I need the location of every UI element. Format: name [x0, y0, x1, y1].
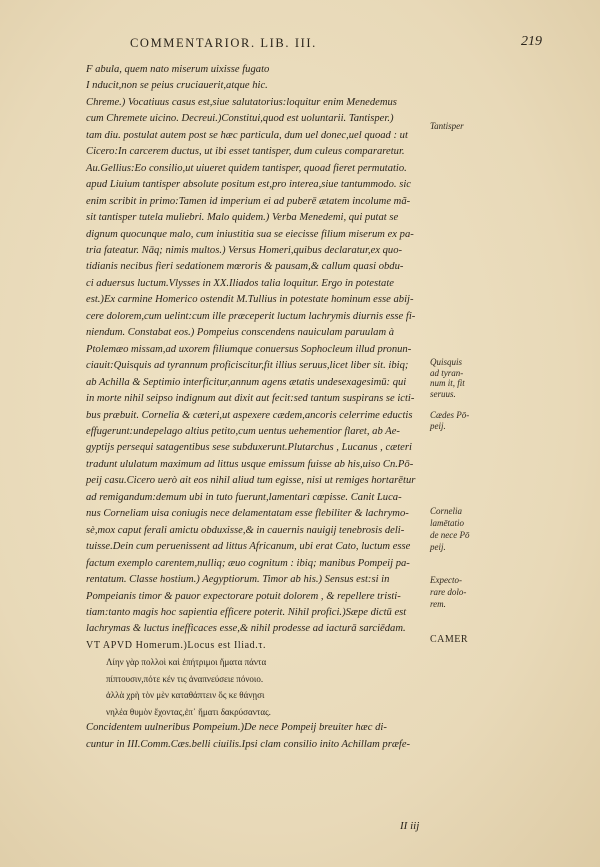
- marginal-note-expecto: Expecto- rare dolo- rem.: [430, 575, 467, 609]
- running-title: COMMENTARIOR. LIB. III.: [130, 36, 317, 50]
- signature-mark: II iij: [400, 820, 420, 832]
- text-line: tuisse.Dein cum peruenissent ad littus Africanum, ubi erat Cato, luctum esse: [86, 541, 411, 553]
- text-line: peij casu.Cicero uerò ait eos nihil aliud tum egisse, nisi ut remiges hortarētur: [86, 475, 416, 487]
- marginal-note-quisquis: Quisquis ad tyran- num it, fit seruus.: [430, 357, 465, 399]
- text-line: ciauit:Quisquis ad tyrannum proficiscitur,fit illius seruus,licet liber sit. ibiq;: [86, 360, 409, 372]
- text-line: tidianis necibus fieri sedationem mœroris & pausam,& callum quasi obdu-: [86, 261, 404, 273]
- text-line: est.)Ex carmine Homerico ostendit M.Tullius in potestate hominum esse abij-: [86, 294, 414, 306]
- text-line: tradunt ululatum maximum ad littus usque emissum fuisse ab his,uiso Cn.Pō-: [86, 458, 414, 470]
- text-line: factum exemplo carentem,nulliq; æuo cognitum : ibiq; manibus Pompeij pa-: [86, 557, 410, 569]
- text-line: cum Chremete uicino. Decreui.)Constitui,quod est uoluntarii. Tantisper.): [86, 113, 394, 125]
- text-line: F abula, quem nato miserum uixisse fugato: [86, 64, 270, 75]
- running-header: [130, 36, 550, 51]
- text-line: effugerunt:undepelago altius petito,cum uentus uehementior flaret, ab Ae-: [86, 425, 400, 437]
- marginal-note-tantisper: Tantisper: [430, 121, 464, 131]
- page-number: 219: [521, 34, 542, 49]
- greek-verse: πίπτουσιν,πότε κέν τις ἀναπνεύσειε πόνοιο.: [106, 673, 264, 684]
- text-line: bus præbuit. Cornelia & cæteri,ut aspexere cædem,ancoris celerrime eductis: [86, 409, 413, 421]
- text-line: Chreme.) Vocatiuus casus est,siue salutatorius:loquitur enim Menedemus: [86, 96, 397, 108]
- text-line: Concidentem uulneribus Pompeium.)De nece Pompeij breuiter hæc di-: [86, 722, 387, 734]
- text-line: ad remigandum:demum ubi in tuto fuerunt,lamentari cœpisse. Canit Luca-: [86, 491, 402, 503]
- text-line: in morte nihil seipso indignum aut dixit aut fecit:sed tantum suspirans se icti-: [86, 393, 415, 405]
- text-line: apud Liuium tantisper absolute positum est,pro interea,siue tantummodo. sic: [86, 179, 411, 191]
- greek-verse: Λίην γὰρ πολλοὶ καὶ ἐπήτριμοι ἤματα πάντα: [106, 657, 267, 668]
- text-line: dignum quocunque malo, cum iniustitia sua se eiecisse filium miserum ex pa-: [86, 228, 414, 240]
- text-line: ab Achilla & Septimio interficitur,annum agens ætatis undesexagesimū: qui: [86, 376, 407, 388]
- text-line: sè,mox caput ferali amictu obduxisse,& in cauernis nauigij tenebrosis deli-: [86, 524, 405, 536]
- catchword: CAMER: [430, 634, 469, 645]
- text-line: enim scribit in primo:Tamen id imperium ei ad puberē ætatem incolume mã-: [86, 195, 411, 207]
- text-line: Cicero:In carcerem ductus, ut ibi esset tantisper, dum culeus compararetur.: [86, 146, 405, 158]
- marginal-note-caedes: Cædes Pō- peij.: [430, 410, 470, 431]
- text-line: nus Corneliam uisa coniugis nece delamentatam esse flebiliter & lachrymo-: [86, 508, 409, 520]
- text-line: rentatum. Classe hostium.) Aegyptiorum. Timor ab his.) Sensus est:si in: [86, 574, 390, 586]
- text-line: niendum. Constabat eos.) Pompeius conscendens nauiculam paruulam à: [86, 327, 395, 339]
- marginal-note-cornelia: Cornelia lamētatio de nece Pō peij.: [430, 506, 470, 552]
- text-line: Pompeianis timor & pauor expectorare potuit dolorem , & repellere tristi-: [86, 590, 401, 602]
- text-line: gyptijs persequi satagentibus sese subduxerunt.Plutarchus , Lucanus , cæteri: [86, 442, 412, 454]
- text-line: sit tantisper tutela muliebri. Malo quidem.) Verba Menedemi, qui putat se: [86, 212, 399, 224]
- text-line: tiam:tanto magis hoc sapientia efficere poterit. Nihil profici.)Sæpe dictū est: [86, 606, 407, 618]
- text-line: cuntur in III.Comm.Cæs.belli ciuilis.Ipsi clam consilio inito Achillam præfe-: [86, 738, 411, 750]
- text-line: lachrymas & luctus inefficaces esse,& nihil prodesse ad iacturā sarciēdam.: [86, 623, 406, 635]
- text-line: cere dolorem,cum uelint:cum ille præceperit luctum lachrymis diurnis esse fi-: [86, 310, 416, 322]
- text-line: Au.Gellius:Eo consilio,ut uiueret quidem tantisper, quoad fieret permutatio.: [86, 162, 407, 174]
- text-line: ci aduersus luctum.Vlysses in XX.Iliados talia loquitur. Ergo in potestate: [86, 277, 394, 289]
- text-line: I nducit,non se peius cruciauerit,atque hic.: [86, 80, 268, 92]
- text-line: tam diu. postulat autem post se hæc particula, dum uel donec,uel quoad : ut: [86, 129, 408, 141]
- text-line: tria fateatur. Nāq; nimis multos.) Versus Homeri,quibus declaratur,ex quo-: [86, 244, 403, 256]
- text-line: Ptolemæo missam,ad uxorem filiumque conuersus Sophocleum illud pronun-: [86, 343, 412, 355]
- commentary-text: [86, 62, 422, 753]
- quote-heading: VT APVD Homerum.)Locus est Iliad.τ.: [86, 639, 267, 651]
- greek-verse: νηλέα θυμὸν ἔχοντας,ἐπ᾽ ἤματι δακρύσαντας.: [106, 706, 271, 717]
- greek-verse: ἀλλὰ χρὴ τὸν μὲν καταθάπτειν ὅς κε θάνῃσι: [106, 690, 265, 701]
